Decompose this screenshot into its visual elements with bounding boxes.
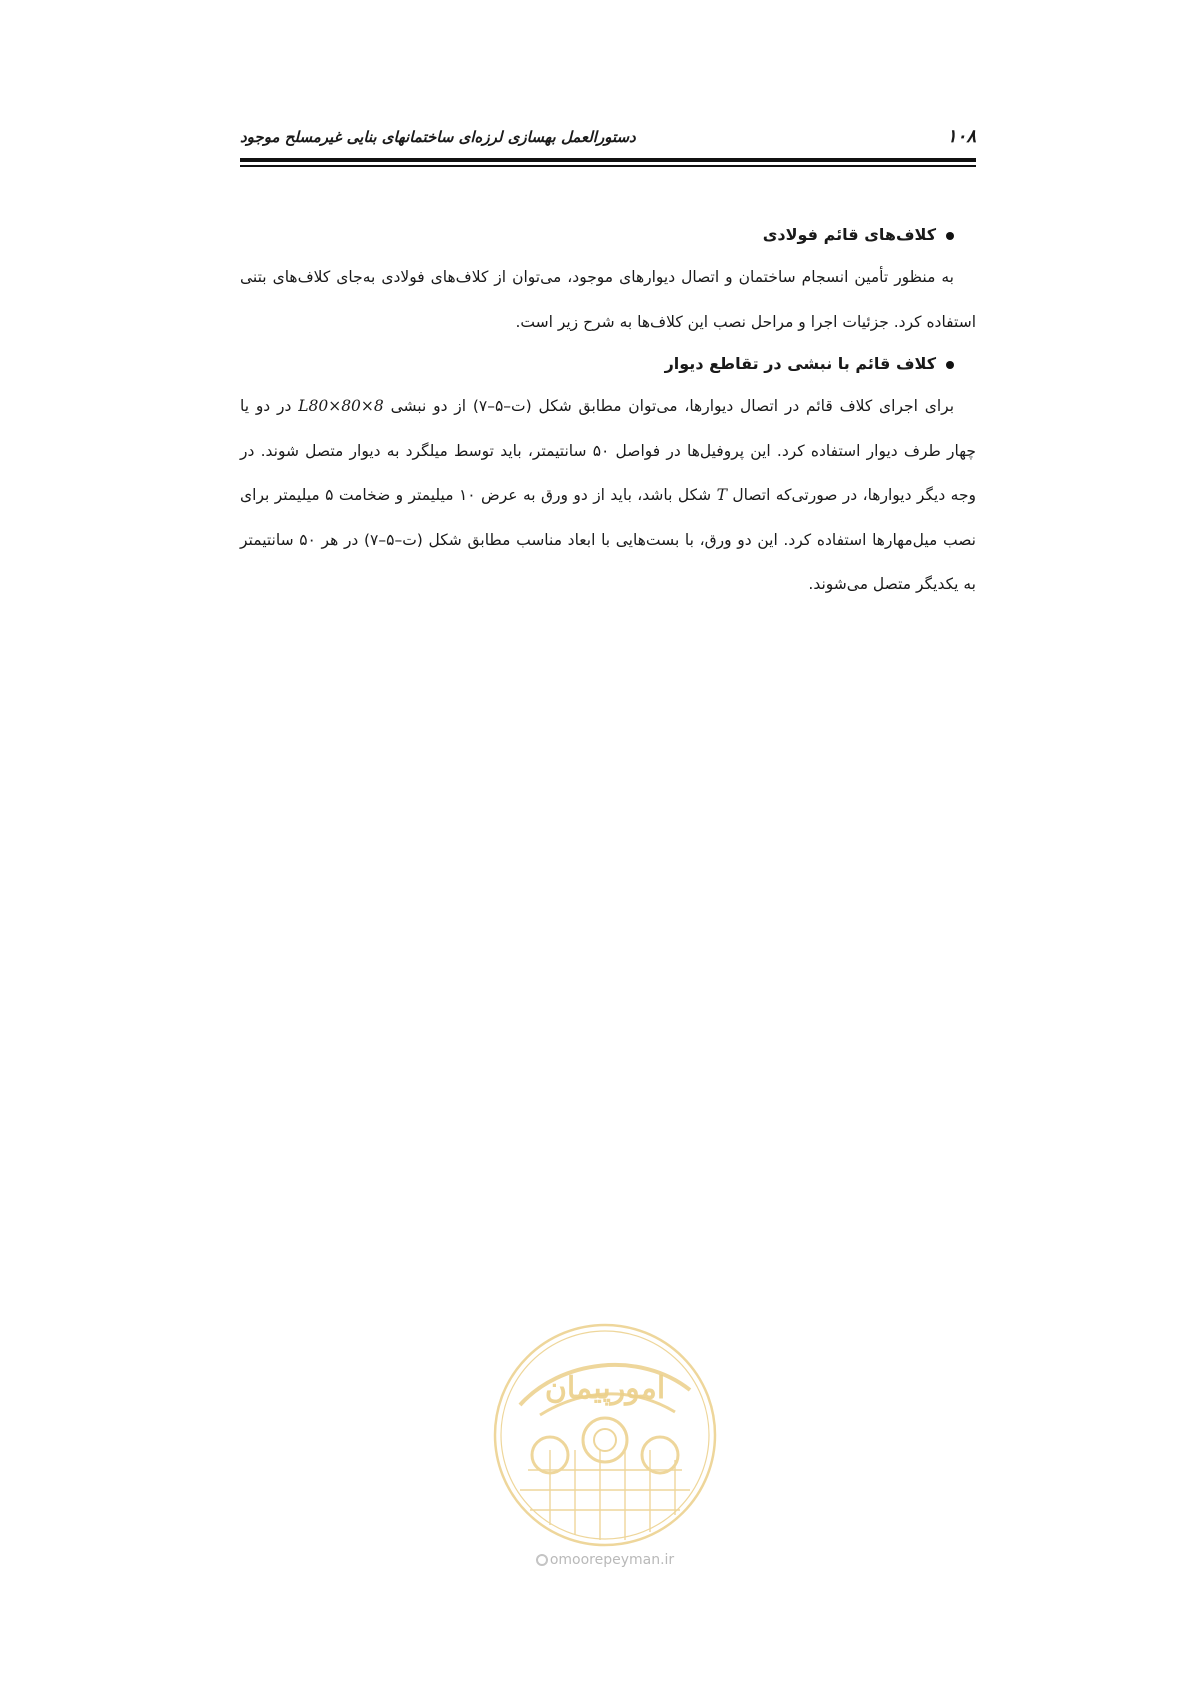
section-heading [240, 344, 976, 384]
paragraph-text: برای اجرای کلاف قائم در اتصال دیوارها، می‌توان مطابق شکل (ت–۵–۷) از دو نبشی [390, 397, 955, 415]
watermark-logo-text: امورپیمان [544, 1371, 666, 1406]
running-title: دستورالعمل بهسازی لرزه‌ای ساختمانهای بنایی غیرمسلح موجود [240, 128, 636, 146]
header-rule-thin [240, 165, 976, 167]
section-heading-text: کلاف قائم با نبشی در تقاطع دیوار [664, 354, 936, 373]
page-number: ۱۰۸ [946, 126, 976, 147]
paragraph-text: در دو یا چهار طرف دیوار استفاده کرد. این پروفیل‌ها در فواصل ۵۰ سانتیمتر، باید توسط میلگرد به دیوار متصل شوند. در وجه دیگر دیوارها، در صورتی‌که اتصال [240, 397, 977, 504]
watermark-url [495, 1552, 715, 1568]
body-content [240, 215, 976, 607]
running-header [240, 126, 976, 154]
watermark-url-text: omoorepeyman.ir [549, 1552, 675, 1568]
profile-designation: L80×80×8 [298, 397, 384, 415]
at-icon [536, 1554, 548, 1566]
bullet-icon [946, 361, 954, 369]
paragraph [240, 384, 976, 607]
header-rule-thick [240, 158, 976, 162]
paragraph-text: شکل باشد، باید از دو ورق به عرض ۱۰ میلیمتر و ضخامت ۵ میلیمتر برای نصب میل‌مهارها استفاده کرد. این دو ورق، با بست‌هایی با ابعاد مناسب مطابق شکل (ت–۵–۷) در هر ۵۰ سانتیمتر به یکدیگر متصل می‌شوند. [240, 486, 976, 593]
section-heading-text: کلاف‌های قائم فولادی [762, 225, 936, 244]
watermark-logo [490, 1320, 720, 1550]
paragraph: به منظور تأمین انسجام ساختمان و اتصال دیوارهای موجود، می‌توان از کلاف‌های فولادی به‌جای کلاف‌های بتنی استفاده کرد. جزئیات اجرا و مراحل نصب این کلاف‌ها به شرح زیر است. [240, 268, 976, 331]
section-heading [240, 215, 976, 255]
bullet-icon [946, 232, 954, 240]
t-symbol: T [716, 486, 727, 504]
